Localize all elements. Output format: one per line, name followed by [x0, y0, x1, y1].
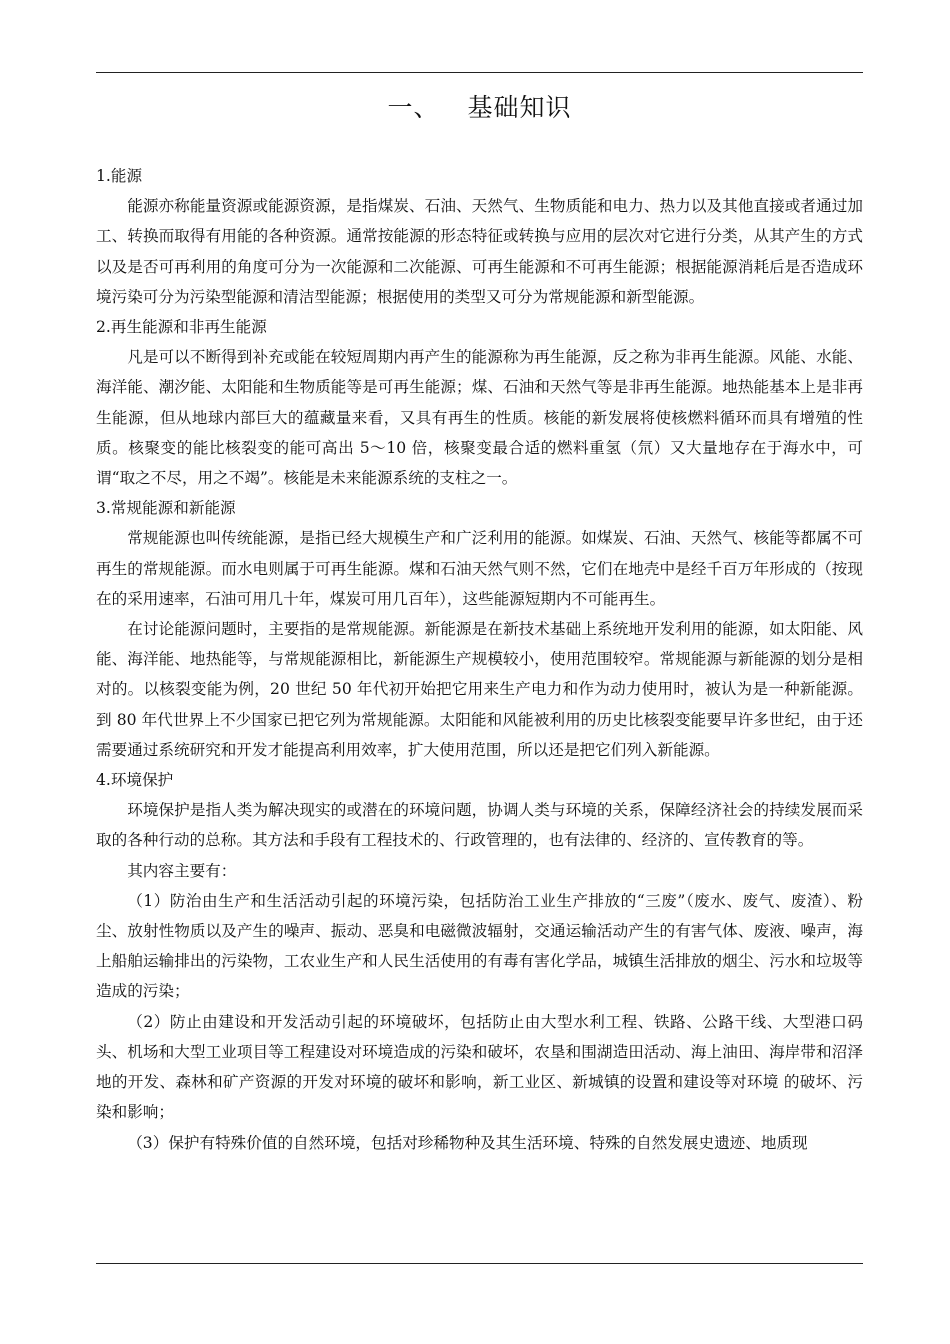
section-heading-energy: 1.能源 [96, 167, 143, 185]
document-body [96, 161, 863, 1158]
footer-rule [96, 1263, 863, 1264]
paragraph-renewable: 凡是可以不断得到补充或能在较短周期内再产生的能源称为再生能源，反之称为非再生能源。风能、水能、海洋能、潮汐能、太阳能和生物质能等是可再生能源；煤、石油和天然气等是非再生能源。地热能基本上是非再生能源，但从地球内部巨大的蕴藏量来看，又具有再生的性质。核能的新发展将使核燃料循环而具有增殖的性质。核聚变的能比核裂变的能可高出 5～10 倍，核聚变最合适的燃料重氢（氘）又大量地存在于海水中，可谓“取之不尽，用之不竭”。核能是未来能源系统的支柱之一。 [96, 348, 863, 488]
list-item-destruction: （2）防止由建设和开发活动引起的环境破坏，包括防止由大型水利工程、铁路、公路干线、大型港口码头、机场和大型工业项目等工程建设对环境造成的污染和破坏，农垦和围湖造田活动、海上油田、海岸带和沼泽地的开发、森林和矿产资源的开发对环境的破坏和影响，新工业区、新城镇的设置和建设等对环境 的破坏、污染和影响； [96, 1012, 863, 1122]
section-heading-conventional: 3.常规能源和新能源 [96, 499, 236, 518]
paragraph-environment-intro: 其内容主要有： [127, 861, 237, 880]
title-number: 一、 [387, 93, 440, 122]
section-heading-environment: 4.环境保护 [96, 771, 174, 790]
list-item-pollution: （1）防治由生产和生活活动引起的环境污染，包括防治工业生产排放的“三废”（废水、废气、废渣）、粉尘、放射性物质以及产生的噪声、振动、恶臭和电磁微波辐射，交通运输活动产生的有害气体、废液、噪声，海上船舶运输排出的污染物，工农业生产和人民生活使用的有毒有害化学品，城镇生活排放的烟尘、污水和垃圾等造成的污染； [96, 891, 863, 1001]
paragraph-conventional: 常规能源也叫传统能源，是指已经大规模生产和广泛利用的能源。如煤炭、石油、天然气、核能等都属不可再生的常规能源。而水电则属于可再生能源。煤和石油天然气则不然，它们在地壳中是经千百万年形成的（按现在的采用速率，石油可用几十年，煤炭可用几百年），这些能源短期内不可能再生。 [96, 529, 863, 608]
paragraph-new-energy: 在讨论能源问题时，主要指的是常规能源。新能源是在新技术基础上系统地开发利用的能源，如太阳能、风能、海洋能、地热能等，与常规能源相比，新能源生产规模较小，使用范围较窄。常规能源与新能源的划分是相对的。以核裂变能为例，20 世纪 50 年代初开始把它用来生产电力和作为动力使用时，被认为是一种新能源。到 80 年代世界上不少国家已把它列为常规能源。太阳能和风能被利用的历史比核裂变能要早许多世纪，由于还需要通过系统研究和开发才能提高利用效率，扩大使用范围，所以还是把它们列入新能源。 [96, 620, 863, 759]
paragraph-energy-definition: 能源亦称能量资源或能源资源，是指煤炭、石油、天然气、生物质能和电力、热力以及其他直接或者通过加工、转换而取得有用能的各种资源。通常按能源的形态特征或转换与应用的层次对它进行分类，从其产生的方式以及是否可再利用的角度可分为一次能源和二次能源、可再生能源和不可再生能源；根据能源消耗后是否造成环境污染可分为污染型能源和清洁型能源；根据使用的类型又可分为常规能源和新型能源。 [96, 197, 863, 306]
header-rule [96, 72, 863, 73]
paragraph-environment-definition: 环境保护是指人类为解决现实的或潜在的环境问题，协调人类与环境的关系，保障经济社会的持续发展而采取的各种行动的总称。其方法和手段有工程技术的、行政管理的，也有法律的、经济的、宣传教育的等。 [96, 801, 863, 850]
title-text: 基础知识 [467, 93, 572, 122]
list-item-special-nature: （3）保护有特殊价值的自然环境，包括对珍稀物种及其生活环境、特殊的自然发展史遗迹、地质现 [127, 1133, 808, 1152]
page-title [96, 91, 863, 125]
section-heading-renewable: 2.再生能源和非再生能源 [96, 318, 267, 337]
